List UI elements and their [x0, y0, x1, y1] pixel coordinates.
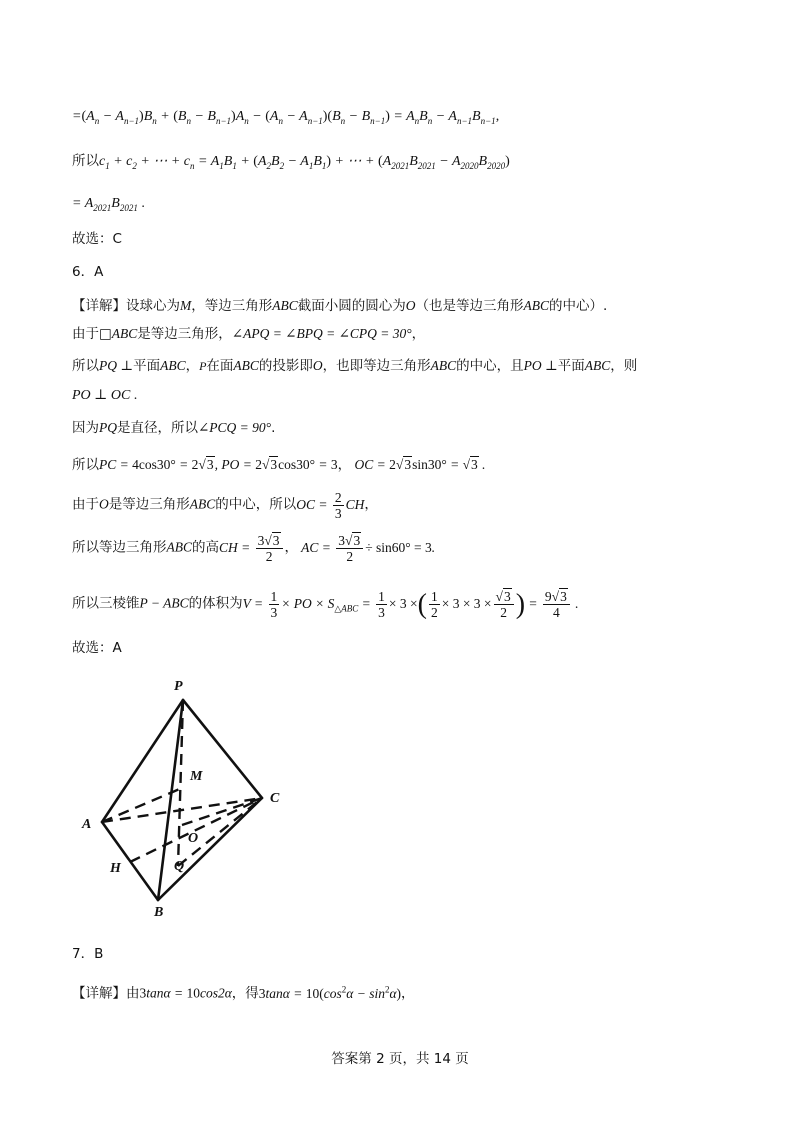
label-C: C	[270, 791, 280, 806]
tetrahedron-diagram	[70, 670, 310, 920]
answer-choice-5: 故选：C	[72, 231, 122, 247]
detail-line-10: 因为PQ是直径，所以∠PCQ = 90°.	[72, 420, 276, 436]
answer-choice-6: 故选：A	[72, 640, 122, 656]
detail-line-11: 所以PC = 4cos30° = 2√3, PO = 2√3cos30° = 3， OC = 2√3sin30° = √3 .	[72, 457, 486, 473]
equation-line-1: $=(A_n - A_{n-1})B_n + (B_n - B_{n-1})A_n - (A_n - A_{n-1})(B_n - B_{n-1}) = A_nB_n - A_{n-1}B_{n-1}$,	[72, 109, 500, 126]
page-footer: 答案第 2 页，共 14 页	[331, 1051, 469, 1067]
detail-line-6: 【详解】设球心为M，等边三角形ABC截面小圆的圆心为O（也是等边三角形ABC的中心）.	[72, 298, 608, 314]
label-B: B	[154, 905, 164, 920]
label-Q: Q	[174, 859, 185, 874]
detail-line-17: 【详解】由3tanα = 10cos2α，得$3\tan\alpha = 10(\cos^2\alpha - \sin^2\alpha)$，	[72, 984, 415, 1002]
label-H: H	[110, 861, 121, 876]
equation-line-2: 所以$c_1 + c_2$ + ⋯ + $c_n = A_1B_1 + (A_2B_2 - A_1B_1)$ + ⋯ + $(A_{2021}B_{2021} - A_{2020}B_{2020})$	[72, 153, 510, 171]
detail-line-9: PO ⊥ OC .	[72, 388, 138, 403]
label-A: A	[82, 817, 92, 832]
detail-line-7: 由于□ABC是等边三角形，∠APQ = ∠BPQ = ∠CPQ = 30°，	[72, 326, 426, 342]
detail-line-12: 由于O是等边三角形ABC的中心，所以OC = $\frac{2}{3}$ CH，	[72, 490, 378, 521]
question-7-header: 7．B	[72, 946, 104, 962]
detail-line-8: 所以PQ ⊥平面ABC，P在面ABC的投影即O，也即等边三角形ABC的中心，且PO ⊥平面ABC，则	[72, 358, 638, 374]
detail-line-14: 所以三棱锥P − ABC的体积为V = $\frac{1}{3}$ × PO × $S_{\triangle ABC}$ = $\frac{1}{3}$ × 3 ×( $\frac{1}{2}$ × 3 × 3 × $\frac{√3}{2}$ ) = $\frac{9√3}{4}$ .	[72, 588, 579, 620]
equation-line-3: = $A_{2021}B_{2021}$ .	[72, 196, 145, 213]
edge-CB	[158, 798, 262, 900]
label-O: O	[188, 831, 199, 846]
question-6-header: 6．A	[72, 264, 104, 280]
label-M: M	[190, 769, 203, 784]
detail-line-13: 所以等边三角形ABC的高CH = $\frac{3√3}{2}$ ， AC = $\frac{3√3}{2}$ ÷ sin60° = 3.	[72, 533, 436, 564]
label-P: P	[174, 679, 183, 694]
